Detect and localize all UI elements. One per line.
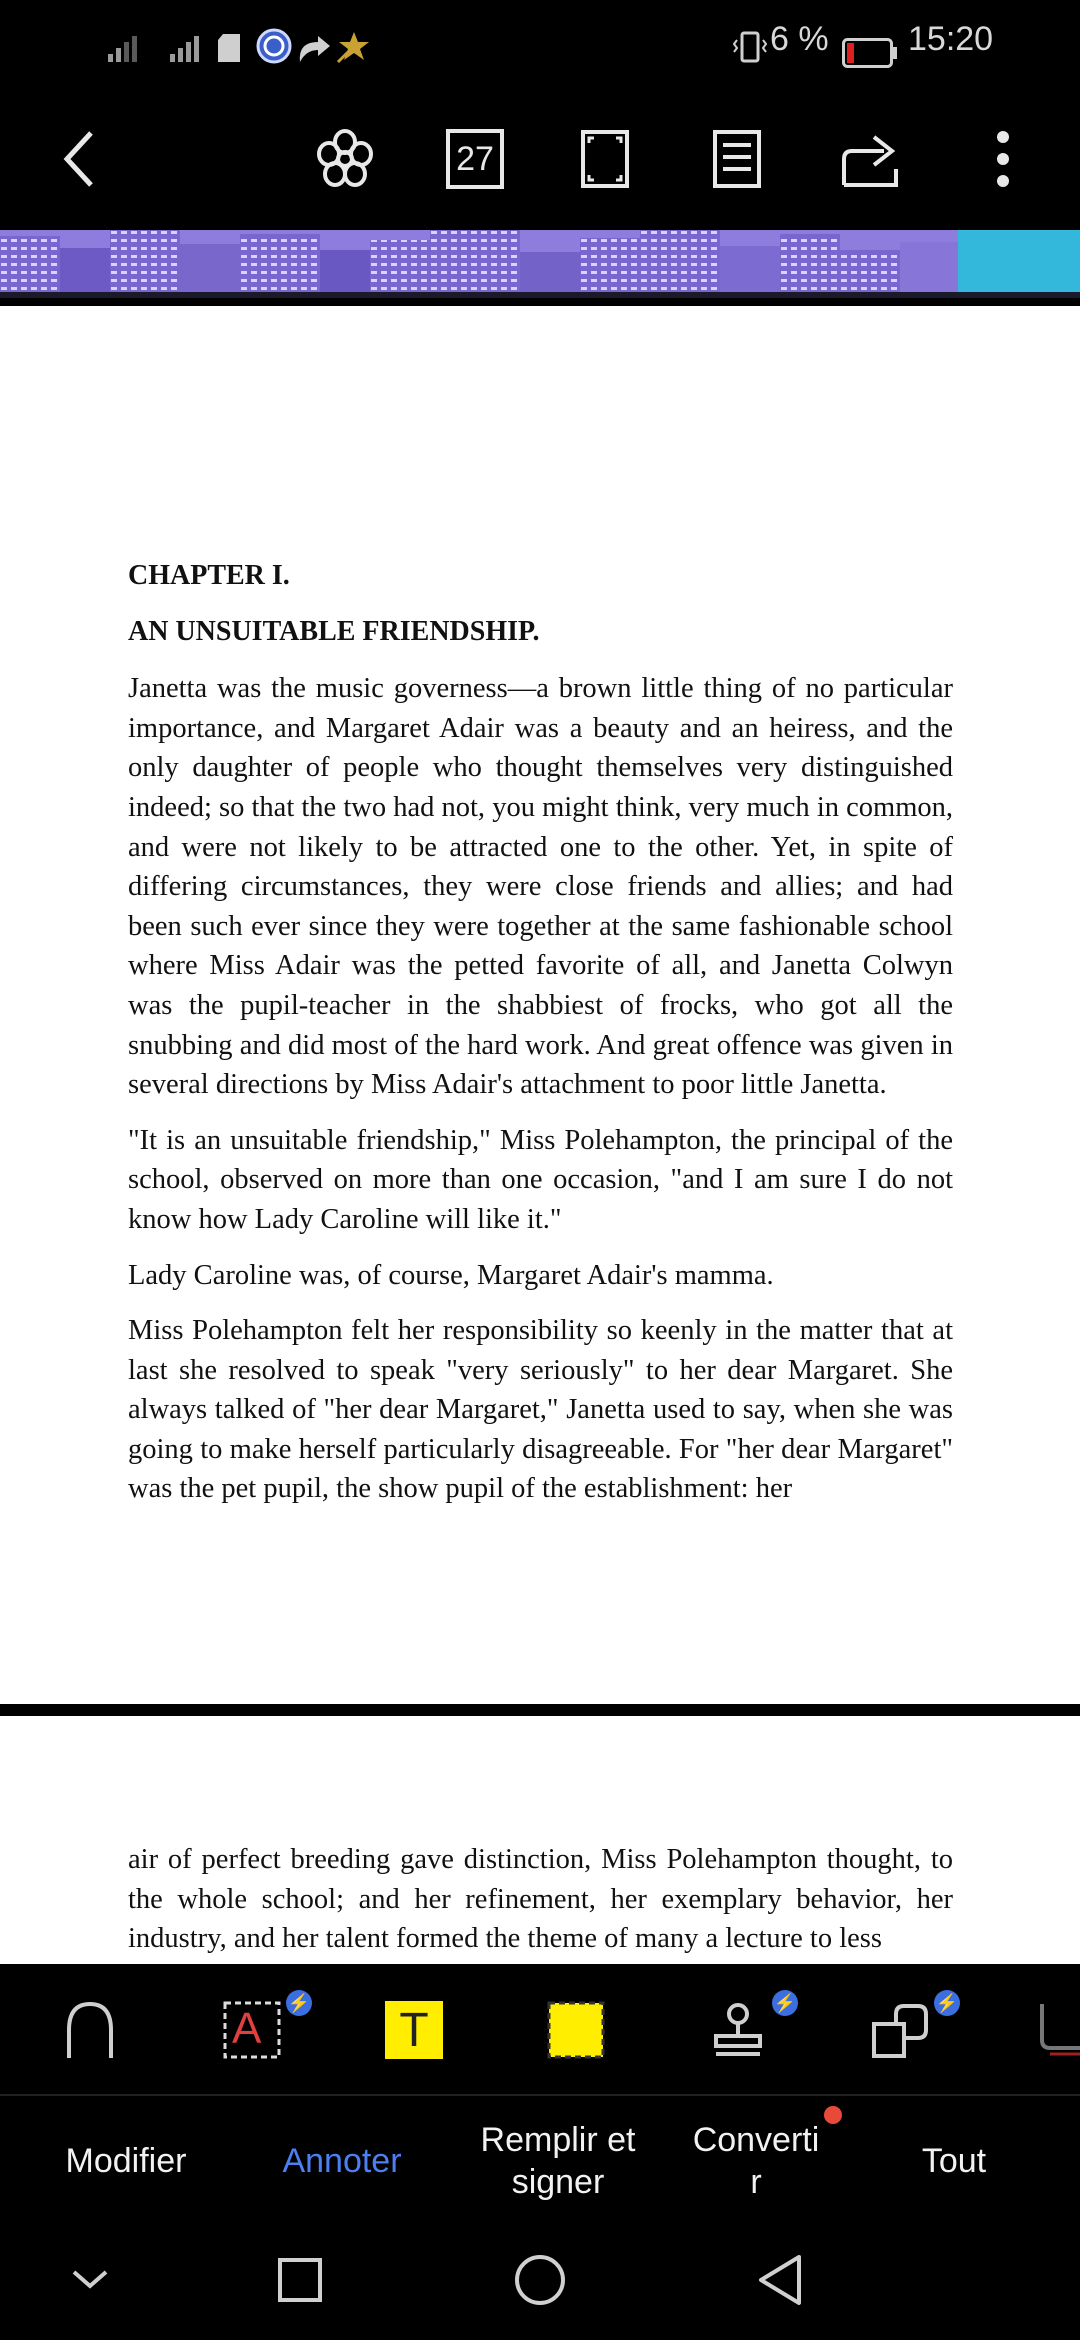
chapter-title: AN UNSUITABLE FRIENDSHIP. xyxy=(128,615,540,647)
tab-convertir[interactable]: Converti r xyxy=(692,2121,820,2201)
circle-icon xyxy=(513,2253,567,2307)
document-page xyxy=(0,1716,1080,1964)
premium-badge-icon: ⚡ xyxy=(934,1990,960,2016)
back-button[interactable] xyxy=(46,126,112,192)
signal-icon xyxy=(170,22,199,62)
triangle-back-icon xyxy=(755,2253,805,2307)
chevron-down-icon xyxy=(70,2268,110,2292)
text-box-tool[interactable] xyxy=(216,1994,288,2066)
collapse-button[interactable] xyxy=(60,2250,120,2310)
paragraph: "It is an unsuitable friendship," Miss Polehampton, the principal of the school, observed on more than one occasion, "and I am sure I do not know how Lady Caroline will like it." xyxy=(128,1124,953,1235)
system-navigation-bar xyxy=(0,2226,1080,2340)
paragraph: Miss Polehampton felt her responsibility so keenly in the matter that at last she resolved to speak "very seriously" to her dear Margaret. She always talked of "her dear Margaret," Janetta used to say, when she was going to make herself particularly disagreeable. For "her dear Margaret" was the pet pupil, the show pupil of the establishment: her xyxy=(128,1315,953,1505)
status-bar xyxy=(0,0,1080,86)
share-button[interactable] xyxy=(836,126,908,192)
page-number-button[interactable] xyxy=(442,126,508,192)
back-icon xyxy=(59,129,99,189)
page-number: 27 xyxy=(446,129,504,189)
back-nav-button[interactable] xyxy=(750,2250,810,2310)
annotation-toolbar xyxy=(0,1964,1080,2094)
fullscreen-icon xyxy=(580,129,630,189)
square-icon xyxy=(277,2257,323,2303)
pen-icon xyxy=(65,2000,115,2060)
app-notification-icon xyxy=(256,24,292,64)
app-notification-icon xyxy=(296,26,332,66)
premium-badge-icon: ⚡ xyxy=(286,1990,312,2016)
document-page xyxy=(0,306,1080,1704)
top-toolbar xyxy=(0,86,1080,230)
stamp-icon xyxy=(708,2000,768,2060)
reader-mode-button[interactable] xyxy=(704,126,770,192)
page-divider xyxy=(0,1704,1080,1716)
tab-tout[interactable]: Tout xyxy=(921,2142,987,2180)
underline-icon xyxy=(1036,2000,1080,2060)
page-text xyxy=(128,556,953,1525)
bottom-tab-bar xyxy=(0,2096,1080,2226)
battery-icon xyxy=(842,28,898,68)
battery-percent: 6 % xyxy=(770,20,829,58)
shapes-tool[interactable] xyxy=(864,1994,936,2066)
sim-icon xyxy=(218,22,240,62)
share-icon xyxy=(840,129,904,189)
paragraph: Janetta was the music governess—a brown little thing of no particular importance, and Margaret Adair was a beauty and an heiress, and the only daughter of people who thought themselves very distinguished indeed; so that the two had not, you might think, very much in common, and were not likely to be attracted one to the other. Yet, in spite of differing circumstances, they were close friends and allies; and had been such ever since they were together at the same fashionable school where Miss Adair was the petted favorite of all, and Janetta Colwyn was the pupil-teacher in the shabbiest of frocks, who got all the snubbing and did most of the hard work. And great offence was given in several directions by Miss Adair's attachment to poor little Janetta. xyxy=(128,673,953,1101)
highlight-text-tool[interactable] xyxy=(378,1994,450,2066)
text-tool-letter: A xyxy=(232,2004,262,2053)
vibrate-icon xyxy=(733,24,767,64)
flower-icon xyxy=(315,129,375,189)
underline-tool[interactable] xyxy=(1036,1994,1080,2066)
recents-button[interactable] xyxy=(270,2250,330,2310)
chapter-heading: CHAPTER I. xyxy=(128,560,290,591)
stamp-tool[interactable] xyxy=(702,1994,774,2066)
area-highlight-icon xyxy=(546,2000,606,2060)
home-button[interactable] xyxy=(510,2250,570,2310)
more-options-button[interactable] xyxy=(970,126,1036,192)
clock: 15:20 xyxy=(908,20,994,58)
highlight-letter: T xyxy=(385,2001,443,2059)
signal-icon xyxy=(108,22,137,62)
paragraph: Lady Caroline was, of course, Margaret Adair's mamma. xyxy=(128,1259,774,1291)
flower-button[interactable] xyxy=(312,126,378,192)
paragraph: air of perfect breeding gave distinction, Miss Polehampton thought, to the whole school; and her refinement, her exemplary behavior, her industry, and her talent formed the theme of many a lecture to less xyxy=(128,1844,953,1955)
app-notification-icon xyxy=(336,24,372,64)
pen-tool[interactable] xyxy=(54,1994,126,2066)
tab-modifier[interactable]: Modifier xyxy=(65,2142,187,2180)
more-icon xyxy=(995,129,1011,189)
banner-image xyxy=(0,230,1080,298)
notification-dot xyxy=(824,2106,842,2124)
area-highlight-tool[interactable] xyxy=(540,1994,612,2066)
tab-remplir-et-signer[interactable]: Remplir et signer xyxy=(480,2121,636,2201)
premium-badge-icon: ⚡ xyxy=(772,1990,798,2016)
reader-icon xyxy=(712,129,762,189)
tab-annoter[interactable]: Annoter xyxy=(282,2142,402,2180)
shapes-icon xyxy=(870,2000,930,2060)
fullscreen-button[interactable] xyxy=(572,126,638,192)
